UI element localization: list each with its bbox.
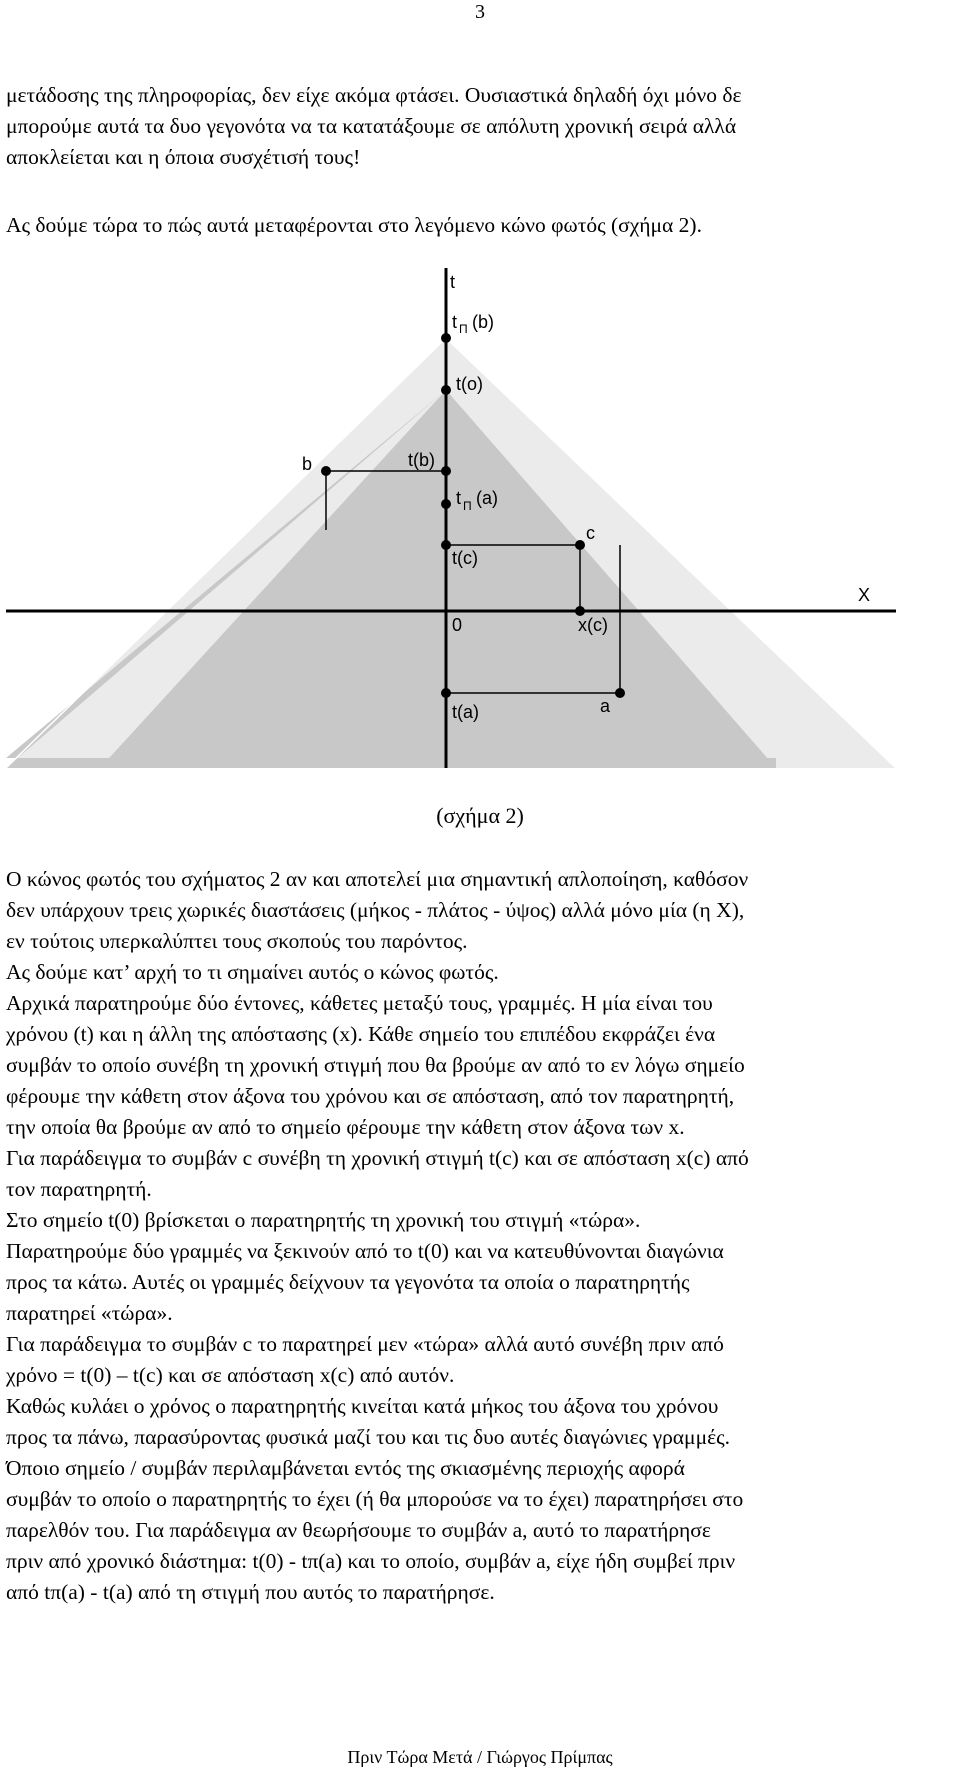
text-line: μετάδοσης της πληροφορίας, δεν είχε ακόμα φτάσει. Ουσιαστικά δηλαδή όχι μόνο δε: [6, 83, 742, 107]
point-t-c: [441, 540, 451, 550]
text-line: Ας δούμε τώρα το πώς αυτά μεταφέρονται στο λεγόμενο κώνο φωτός (σχήμα 2).: [6, 213, 702, 237]
body-paragraphs: [6, 864, 956, 1608]
svg-text:(b): (b): [472, 312, 494, 332]
text-line: Όποιο σημείο / συμβάν περιλαμβάνεται εντός της σκιασμένης περιοχής αφορά: [6, 1456, 685, 1480]
text-line: την οποία θα βρούμε αν από το σημείο φέρουμε την κάθετη στον άξονα των x.: [6, 1115, 685, 1139]
text-line: παρατηρεί «τώρα».: [6, 1301, 173, 1325]
label-t-c: t(c): [452, 548, 478, 568]
point-tp-a: [441, 499, 451, 509]
t-axis-label: t: [450, 272, 456, 292]
text-line: συμβάν το οποίο ο παρατηρητής το έχει (ή θα μπορούσε να το έχει) παρατηρήσει στο: [6, 1487, 744, 1511]
text-line: χρόνο = t(0) – t(c) και σε απόσταση x(c) από αυτόν.: [6, 1363, 455, 1387]
text-line: από tπ(a) - t(a) από τη στιγμή που αυτός το παρατήρησε.: [6, 1580, 495, 1604]
page-footer: Πριν Τώρα Μετά / Γιώργος Πρίμπας: [347, 1747, 613, 1767]
text-line: συμβάν το οποίο συνέβη τη χρονική στιγμή που θα βρούμε αν από το εν λόγω σημείο: [6, 1053, 745, 1077]
text-line: Ο κώνος φωτός του σχήματος 2 αν και αποτελεί μια σημαντική απλοποίηση, καθόσον: [6, 867, 749, 891]
svg-text:(a): (a): [476, 488, 498, 508]
intro-paragraph: [6, 80, 956, 173]
label-event-a: a: [600, 696, 611, 716]
event-c: [575, 540, 585, 550]
event-a: [615, 688, 625, 698]
light-cone-diagram: [0, 268, 900, 778]
text-line: φέρουμε την κάθετη στον άξονα του χρόνου και σε απόσταση, από τον παρατηρητή,: [6, 1084, 735, 1108]
point-t-o: [441, 385, 451, 395]
origin-label: 0: [452, 615, 463, 635]
label-event-c: c: [586, 523, 595, 543]
svg-text:Π: Π: [463, 499, 472, 513]
svg-text:t: t: [456, 488, 462, 508]
figure-caption: (σχήμα 2): [436, 803, 524, 828]
svg-text:Π: Π: [459, 322, 468, 336]
svg-text:t: t: [452, 312, 458, 332]
text-line: Αρχικά παρατηρούμε δύο έντονες, κάθετες μεταξύ τους, γραμμές. Η μία είναι του: [6, 991, 713, 1015]
event-b: [321, 466, 331, 476]
label-event-b: b: [302, 454, 313, 474]
text-line: τον παρατηρητή.: [6, 1177, 152, 1201]
text-line: μπορούμε αυτά τα δυο γεγονότα να τα κατατάξουμε σε απόλυτη χρονική σειρά αλλά: [6, 114, 737, 138]
text-line: δεν υπάρχουν τρεις χωρικές διαστάσεις (μήκος - πλάτος - ύψος) αλλά μόνο μία (η X),: [6, 898, 745, 922]
label-t-a: t(a): [452, 702, 479, 722]
label-x-c: x(c): [578, 615, 608, 635]
light-cone-figure: [0, 268, 900, 778]
text-line: παρελθόν του. Για παράδειγμα αν θεωρήσουμε το συμβάν a, αυτό το παρατήρησε: [6, 1518, 711, 1542]
lead-in-sentence: [6, 210, 956, 241]
text-line: Ας δούμε κατ’ αρχή το τι σημαίνει αυτός ο κώνος φωτός.: [6, 960, 499, 984]
text-line: Στο σημείο t(0) βρίσκεται ο παρατηρητής τη χρονική του στιγμή «τώρα».: [6, 1208, 641, 1232]
text-line: Για παράδειγμα το συμβάν c συνέβη τη χρονική στιγμή t(c) και σε απόσταση x(c) από: [6, 1146, 749, 1170]
text-line: προς τα πάνω, παρασύροντας φυσικά μαζί του και τις δυο αυτές διαγώνιες γραμμές.: [6, 1425, 731, 1449]
point-t-b: [441, 466, 451, 476]
text-line: αποκλείεται και η όποια συσχέτισή τους!: [6, 145, 361, 169]
text-line: πριν από χρονικό διάστημα: t(0) - tπ(a) και το οποίο, συμβάν a, είχε ήδη συμβεί πριν: [6, 1549, 736, 1573]
x-axis-label: X: [858, 585, 871, 605]
text-line: προς τα κάτω. Αυτές οι γραμμές δείχνουν τα γεγονότα τα οποία ο παρατηρητής: [6, 1270, 690, 1294]
label-t-b: t(b): [408, 450, 435, 470]
point-t-a: [441, 688, 451, 698]
text-line: εν τούτοις υπερκαλύπτει τους σκοπούς του παρόντος.: [6, 929, 468, 953]
label-t-o: t(o): [456, 374, 483, 394]
text-line: Καθώς κυλάει ο χρόνος ο παρατηρητής κινείται κατά μήκος του άξονα του χρόνου: [6, 1394, 719, 1418]
text-line: χρόνου (t) και η άλλη της απόστασης (x). Κάθε σημείο του επιπέδου εκφράζει ένα: [6, 1022, 716, 1046]
page-number: 3: [475, 1, 485, 23]
point-tp-b: [441, 333, 451, 343]
text-line: Για παράδειγμα το συμβάν c το παρατηρεί μεν «τώρα» αλλά αυτό συνέβη πριν από: [6, 1332, 724, 1356]
text-line: Παρατηρούμε δύο γραμμές να ξεκινούν από το t(0) και να κατευθύνονται διαγώνια: [6, 1239, 724, 1263]
